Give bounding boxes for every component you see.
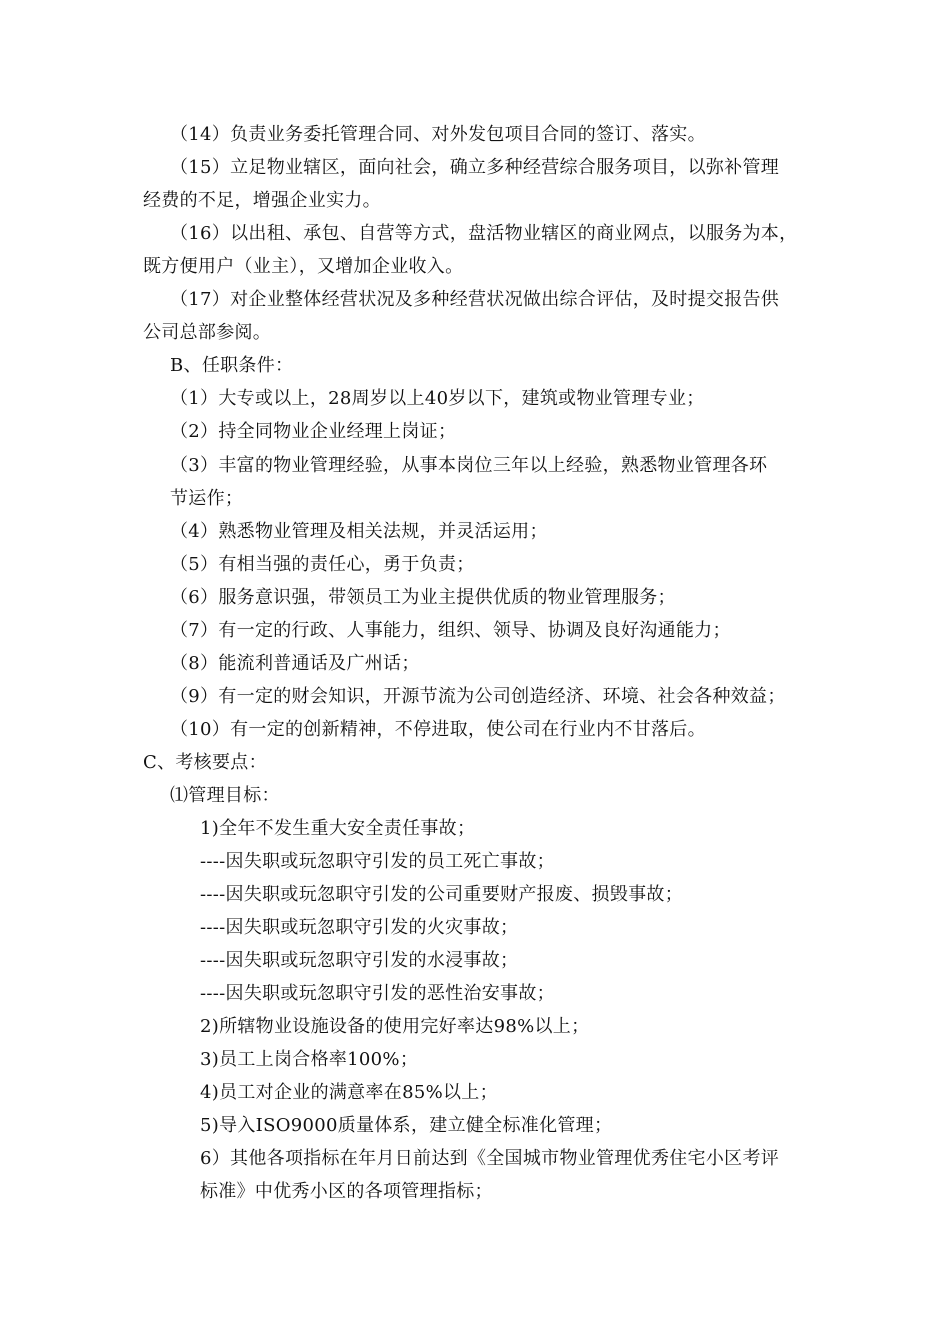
requirement-3-line1: （3）丰富的物业管理经验，从事本岗位三年以上经验，熟悉物业管理各环 <box>170 455 768 476</box>
duty-item-14: （14）负责业务委托管理合同、对外发包项目合同的签订、落实。 <box>170 124 706 145</box>
management-goals-heading: ⑴管理目标： <box>170 785 280 806</box>
duty-item-17-line1: （17）对企业整体经营状况及多种经营状况做出综合评估，及时提交报告供 <box>170 289 780 310</box>
goal-6-line1: 6）其他各项指标在年月日前达到《全国城市物业管理优秀住宅小区考评 <box>200 1148 780 1169</box>
goal-5: 5)导入ISO9000质量体系，建立健全标准化管理； <box>200 1115 613 1136</box>
requirement-3-line2: 节运作； <box>170 488 244 509</box>
requirement-10: （10）有一定的创新精神，不停进取，使公司在行业内不甘落后。 <box>170 719 706 740</box>
goal-3: 3)员工上岗合格率100%； <box>200 1049 419 1070</box>
duty-item-16-line2: 既方便用户（业主），又增加企业收入。 <box>143 256 464 277</box>
goal-6-line2: 标准》中优秀小区的各项管理指标； <box>200 1181 493 1202</box>
requirements-heading: B、任职条件： <box>170 355 294 376</box>
requirement-5: （5）有相当强的责任心，勇于负责； <box>170 554 475 575</box>
goal-1-item-d: ----因失职或玩忽职守引发的水浸事故； <box>200 950 519 971</box>
goal-1-item-a: ----因失职或玩忽职守引发的员工死亡事故； <box>200 851 555 872</box>
requirement-2: （2）持全同物业企业经理上岗证； <box>170 421 457 442</box>
duty-item-17-line2: 公司总部参阅。 <box>143 322 272 343</box>
goal-1-item-c: ----因失职或玩忽职守引发的火灾事故； <box>200 917 519 938</box>
requirement-8: （8）能流利普通话及广州话； <box>170 653 420 674</box>
goal-4: 4)员工对企业的满意率在85%以上； <box>200 1082 498 1103</box>
duty-item-15-line1: （15）立足物业辖区，面向社会，确立多种经营综合服务项目，以弥补管理 <box>170 157 780 178</box>
goal-1-item-e: ----因失职或玩忽职守引发的恶性治安事故； <box>200 983 555 1004</box>
requirement-9: （9）有一定的财会知识，开源节流为公司创造经济、环境、社会各种效益； <box>170 686 786 707</box>
requirement-7: （7）有一定的行政、人事能力，组织、领导、协调及良好沟通能力； <box>170 620 731 641</box>
goal-1: 1)全年不发生重大安全责任事故； <box>200 818 476 839</box>
requirement-1: （1）大专或以上，28周岁以上40岁以下，建筑或物业管理专业； <box>170 388 705 409</box>
requirement-6: （6）服务意识强，带领员工为业主提供优质的物业管理服务； <box>170 587 676 608</box>
duty-item-15-line2: 经费的不足，增强企业实力。 <box>143 190 381 211</box>
goal-1-item-b: ----因失职或玩忽职守引发的公司重要财产报废、损毁事故； <box>200 884 684 905</box>
assessment-heading: C、考核要点： <box>143 752 267 773</box>
goal-2: 2)所辖物业设施设备的使用完好率达98%以上； <box>200 1016 590 1037</box>
duty-item-16-line1: （16）以出租、承包、自营等方式，盘活物业辖区的商业网点，以服务为本， <box>170 223 798 244</box>
requirement-4: （4）熟悉物业管理及相关法规，并灵活运用； <box>170 521 548 542</box>
